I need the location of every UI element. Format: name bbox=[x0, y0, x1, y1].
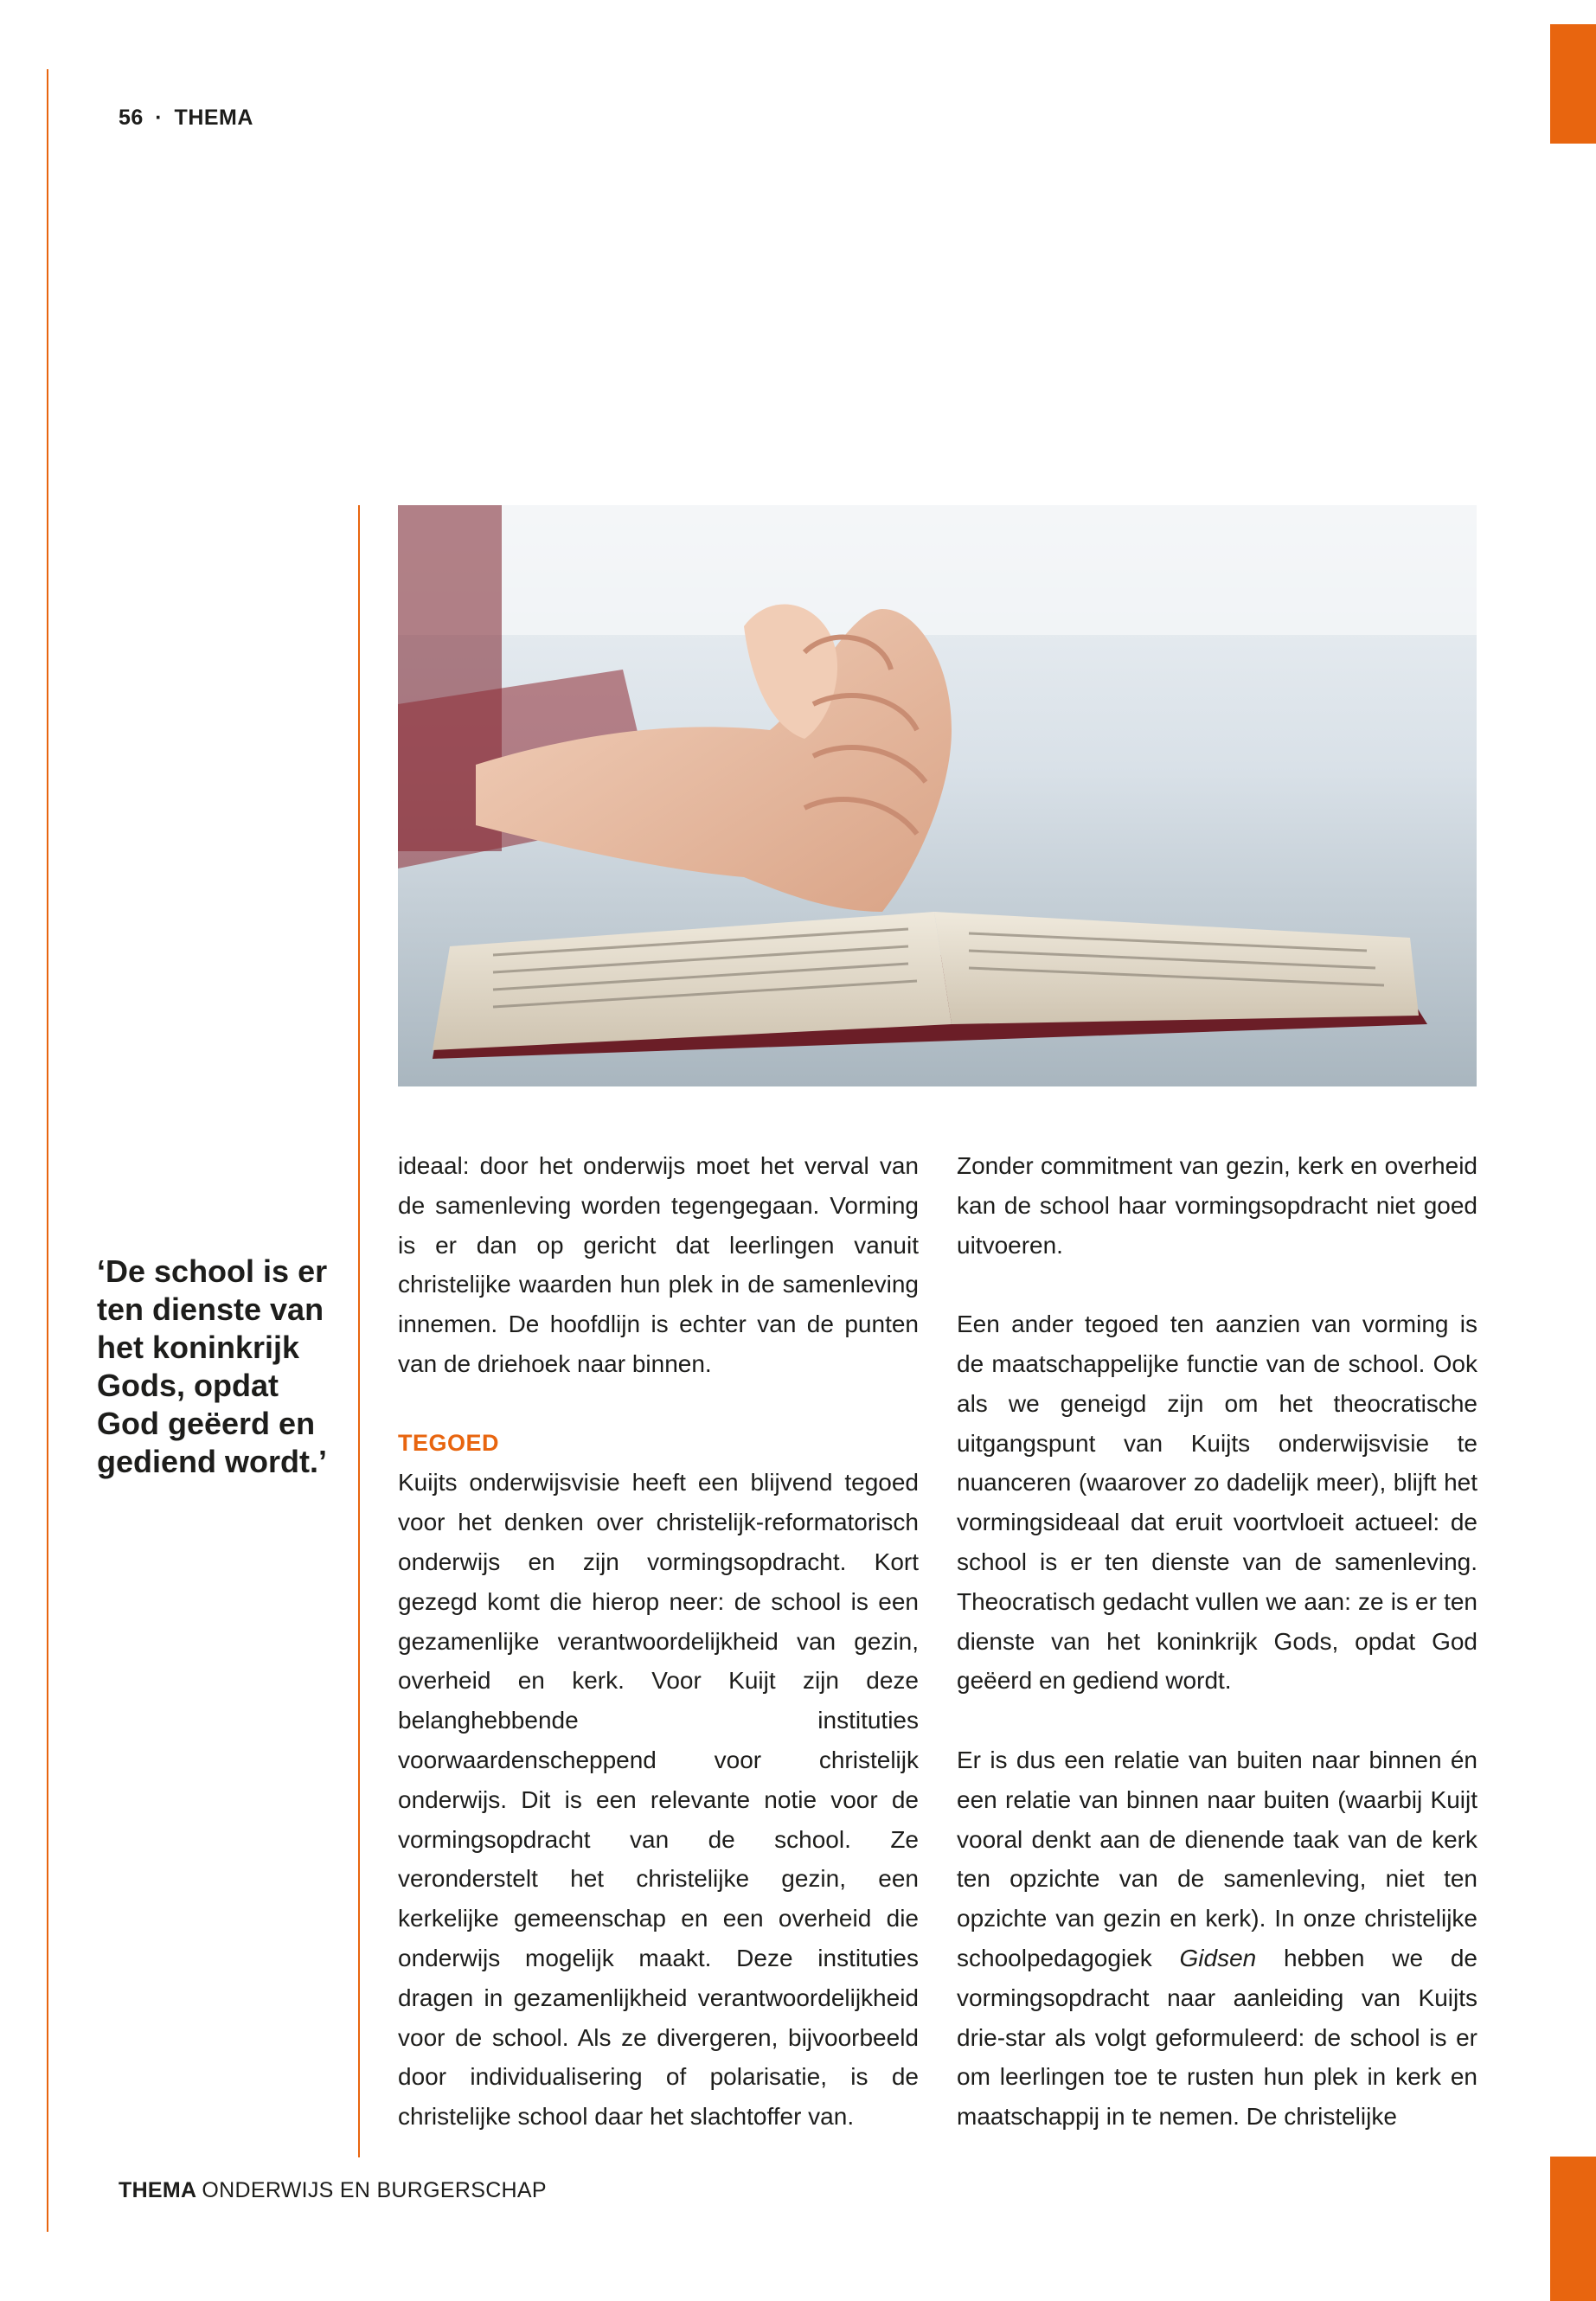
orange-edge-tab-bottom bbox=[1550, 2157, 1596, 2301]
paragraph: Kuijts onderwijsvisie heeft een blijvend tegoed voor het denken over christelijk-reformatorisch onderwijs en zijn vormingsopdracht. Kort gezegd komt die hierop neer: de school is een gezamenlijke verantwoordelijkheid van gezin, overheid en kerk. Voor Kuijt zijn deze belanghebbende instituties voorwaardenscheppend voor christelijk onderwijs. Dit is een relevante notie voor de vormingsopdracht van de school. Ze veronderstelt het christelijke gezin, een kerkelijke gemeenschap en een overheid die onderwijs mogelijk maakt. Deze instituties dragen in gezamenlijkheid verantwoordelijkheid voor de school. Als ze divergeren, bijvoorbeeld door individualisering of polarisatie, is de christelijke school daar het slachtoffer van. bbox=[398, 1469, 919, 2131]
page-number: 56 bbox=[119, 106, 144, 130]
running-header bbox=[119, 106, 253, 131]
text-column-left bbox=[398, 1146, 919, 2137]
section-subheading: TEGOED bbox=[398, 1429, 500, 1456]
praying-hands-illustration bbox=[398, 505, 1477, 1086]
paragraph: Zonder commitment van gezin, kerk en overheid kan de school haar vormingsopdracht niet goed uitvoeren. bbox=[957, 1152, 1477, 1259]
column-divider-rule bbox=[358, 505, 360, 2157]
footer-section: THEMA bbox=[119, 2178, 197, 2202]
pull-quote: ‘De school is er ten dienste van het koninkrijk Gods, opdat God geëerd en gediend wordt.’ bbox=[97, 1253, 328, 1479]
header-section: THEMA bbox=[174, 106, 253, 130]
paragraph bbox=[957, 1740, 1477, 2137]
paragraph-text: Er is dus een relatie van buiten naar binnen én een relatie van binnen naar buiten (waarbij Kuijt vooral denkt aan de dienende taak van de kerk ten opzichte van de samenleving, niet ten opzichte van gezin en kerk). In onze christelijke schoolpedagogiek bbox=[957, 1746, 1477, 1971]
paragraph: ideaal: door het onderwijs moet het verval van de samenleving worden tegengegaan. Vorming is er dan op gericht dat leerlingen vanuit christelijke waarden hun plek in de samenleving innemen. De hoofdlijn is echter van de punten van de driehoek naar binnen. bbox=[398, 1152, 919, 1377]
text-column-right bbox=[957, 1146, 1477, 2137]
book-title: Gidsen bbox=[1179, 1944, 1257, 1971]
left-margin-rule bbox=[47, 69, 48, 2232]
praying-hands-bible-photo bbox=[398, 505, 1477, 1086]
paragraph: Een ander tegoed ten aanzien van vorming is de maatschappelijke functie van de school. Ook als we geneigd zijn om het theocratische uitgangspunt van Kuijts onderwijsvisie te nuanceren (waarover zo dadelijk meer), blijft het vormingsideaal dat eruit voortvloeit actueel: de school is er ten dienste van de samenleving. Theocratisch gedacht vullen we aan: ze is er ten dienste van het koninkrijk Gods, opdat God geëerd en gediend wordt. bbox=[957, 1311, 1477, 1695]
header-separator: · bbox=[155, 106, 163, 130]
paragraph-text: hebben we de vormingsopdracht naar aanleiding van Kuijts drie-star als volgt geformuleerd: de school is er om leerlingen toe te rusten hun plek in kerk en maatschappij in te nemen. De christelijke bbox=[957, 1944, 1477, 2131]
orange-edge-tab-top bbox=[1550, 24, 1596, 144]
footer-title: ONDERWIJS EN BURGERSCHAP bbox=[202, 2178, 547, 2202]
running-footer bbox=[119, 2178, 547, 2203]
